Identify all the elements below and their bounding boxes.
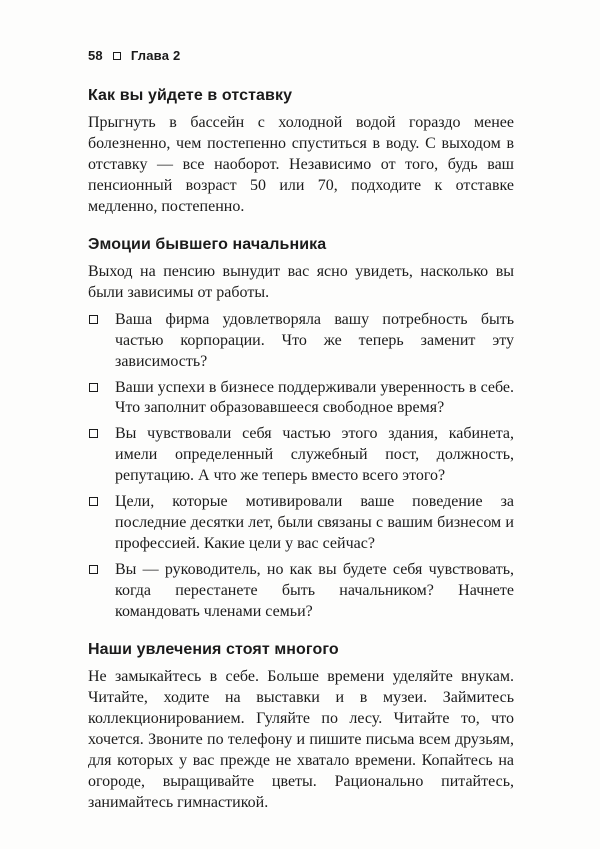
list-item-text: Цели, которые мотивировали ваше поведение за последние десятки лет, были связаны с вашим бизнесом и профессией. Какие цели у вас сейчас?: [115, 493, 514, 553]
section-paragraph: Выход на пенсию вынудит вас ясно увидеть, насколько вы были зависимы от работы.: [88, 262, 514, 301]
section-paragraph: Прыгнуть в бассейн с холодной водой гораздо менее болезненно, чем постепенно спуститься в воду. С выходом в отставку — все наоборот. Независимо от того, будь ваш пенсионный возраст 50 или 70, подходите к отставке медленно, постепенно.: [88, 114, 514, 215]
chapter-marker-icon: [113, 52, 121, 60]
chapter-title: Глава 2: [130, 48, 181, 63]
list-item: [88, 424, 514, 487]
bullet-list: [88, 310, 514, 623]
list-item-text: Вы чувствовали себя частью этого здания, кабинета, имели определенный служебный пост, должность, репутацию. А что же теперь вместо всего этого?: [115, 425, 514, 485]
list-item: [88, 560, 514, 623]
section-heading: Наши увлечения стоят многого: [88, 641, 339, 659]
section-paragraph: Не замыкайтесь в себе. Больше времени уделяйте внукам. Читайте, ходите на выставки и в музеи. Займитесь коллекционированием. Гуляйте по лесу. Читайте то, что хочется. Звоните по телефону и пишите письма всем друзьям, для которых у вас прежде не хватало времени. Копайтесь на огороде, выращивайте цветы. Рационально питайтесь, занимайтесь гимнастикой.: [88, 668, 514, 811]
square-bullet-icon: [89, 497, 98, 506]
list-item: [88, 310, 514, 373]
list-item: [88, 492, 514, 555]
square-bullet-icon: [89, 429, 98, 438]
list-item-text: Ваши успехи в бизнесе поддерживали уверенность в себе. Что заполнит образовавшееся свободное время?: [115, 378, 514, 417]
square-bullet-icon: [89, 565, 98, 574]
section-heading: Как вы уйдете в отставку: [88, 87, 293, 104]
list-item-text: Ваша фирма удовлетворяла вашу потребность быть частью корпорации. Что же теперь заменит эту зависимость?: [115, 310, 514, 370]
running-head: [88, 48, 514, 63]
square-bullet-icon: [89, 315, 98, 324]
section-heading: Эмоции бывшего начальника: [88, 235, 327, 253]
list-item-text: Вы — руководитель, но как вы будете себя чувствовать, когда перестанете быть начальником? Начнете командовать членами семьи?: [115, 561, 514, 621]
page-number: 58: [88, 48, 103, 63]
square-bullet-icon: [89, 383, 98, 392]
list-item: [88, 378, 514, 420]
